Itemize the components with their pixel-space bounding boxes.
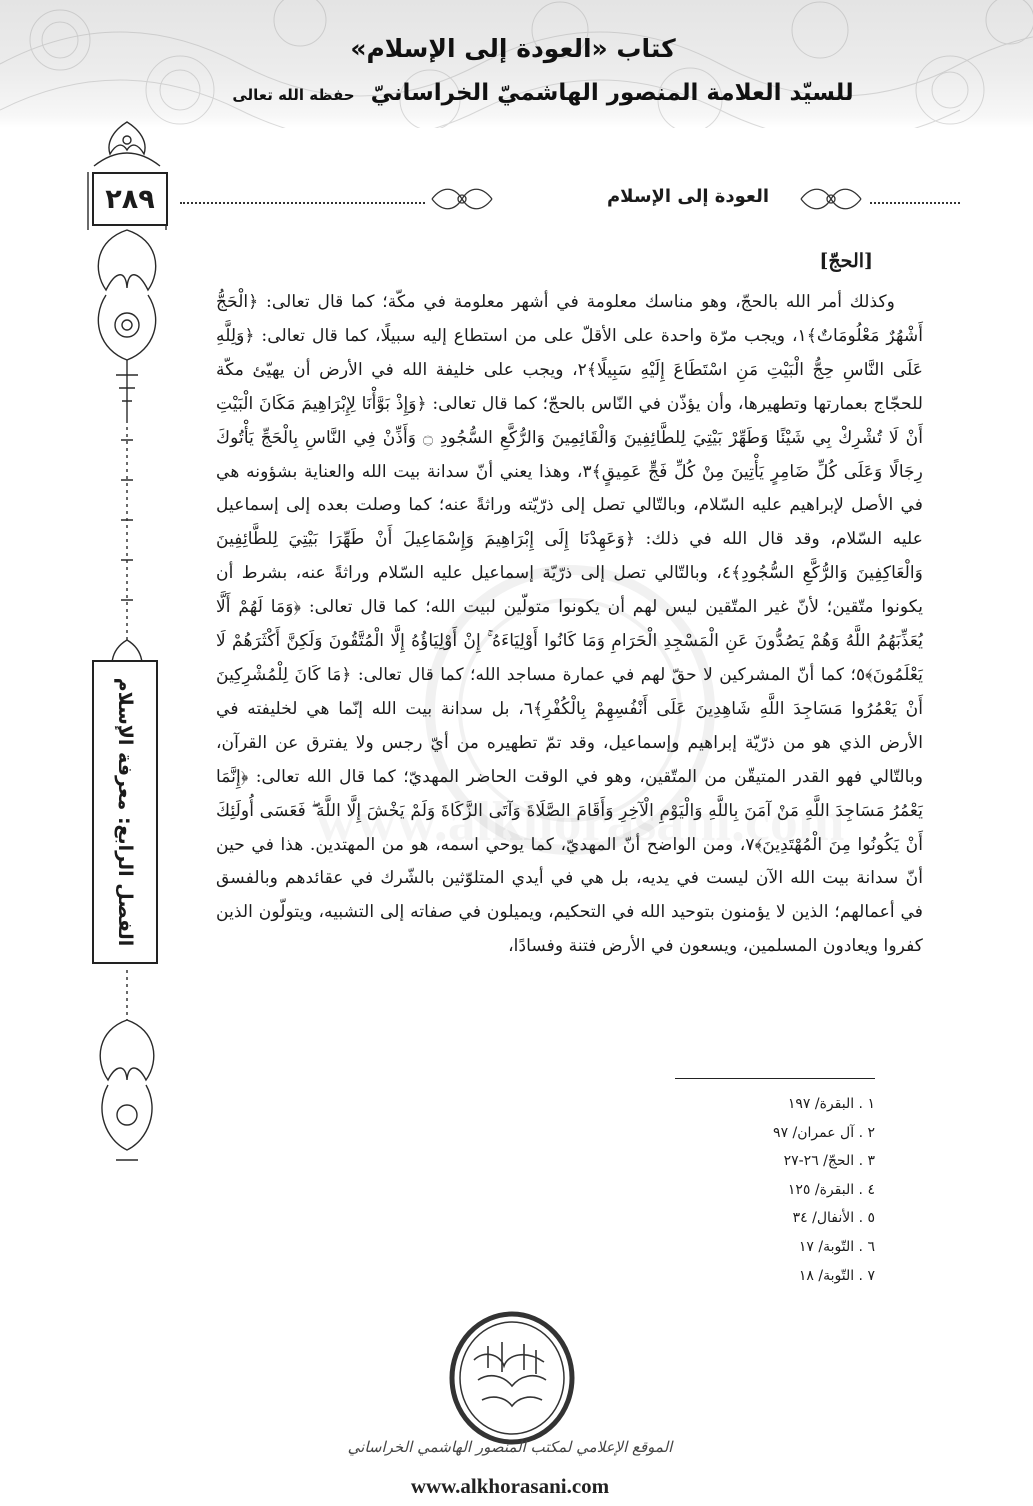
- footnote-item: ١ . البقرة/ ١٩٧: [787, 1096, 875, 1112]
- author-line: [133, 80, 953, 106]
- section-title: [الحجّ]: [819, 250, 873, 272]
- header-pattern-icon: [0, 0, 1033, 128]
- ornament-arabesque-icon: [86, 120, 168, 1170]
- footnote-item: ٦ . التّوبة/ ١٧: [798, 1238, 875, 1255]
- seal-icon: [444, 1310, 580, 1446]
- footnote-item: ٥ . الأنفال/ ٣٤: [792, 1210, 875, 1227]
- book-title: كتاب «العودة إلى الإسلام»: [350, 34, 676, 63]
- site-name-arabic: الموقع الإعلامي لمكتب المنصور الهاشمي الخراساني: [347, 1438, 673, 1456]
- footnote-divider: [675, 1078, 875, 1079]
- header-dotted-rule-right: [870, 202, 960, 204]
- body-paragraph: وكذلك أمر الله بالحجّ، وهو مناسك معلومة في أشهر معلومة في مكّة؛ كما قال تعالى: ﴿الْحَجُّ أَشْهُرٌ مَعْلُومَاتٌ﴾١، ويجب مرّة واحدة على الأقلّ على من استطاع إليه سبيلًا، كما قال تعالى: ﴿وَلِلَّهِ عَلَى النَّاسِ حِجُّ الْبَيْتِ مَنِ اسْتَطَاعَ إِلَيْهِ سَبِيلًا﴾٢، ويجب على خليفة الله في الأرض أن يهيّئ مكّة للحجّاج بعمارتها وتطهيرها، وأن يؤذّن في النّاس بالحجّ؛ كما قال تعالى: ﴿وَإِذْ بَوَّأْنَا لِإِبْرَاهِيمَ مَكَانَ الْبَيْتِ أَنْ لَا تُشْرِكْ بِي شَيْئًا وَطَهِّرْ بَيْتِيَ لِلطَّائِفِينَ وَالْقَائِمِينَ وَالرُّكَّعِ السُّجُودِ ۝ وَأَذِّنْ فِي النَّاسِ بِالْحَجِّ يَأْتُوكَ رِجَالًا وَعَلَى كُلِّ ضَامِرٍ يَأْتِينَ مِنْ كُلِّ فَجٍّ عَمِيقٍ﴾٣، وهذا يعني أنّ سدانة بيت الله والعناية بشؤونه هي في الأصل لإبراهيم عليه السّلام، وبالتّالي تصل إلى ذرّيّته وراثةً عنه؛ كما وصلت بعده إلى إسماعيل عليه السّلام، وقد قال الله في ذلك: ﴿وَعَهِدْنَا إِلَى إِبْرَاهِيمَ وَإِسْمَاعِيلَ أَنْ طَهِّرَا بَيْتِيَ لِلطَّائِفِينَ وَالْعَاكِفِينَ وَالرُّكَّعِ السُّجُودِ﴾٤، وبالتّالي تصل إلى ذرّيّة إسماعيل عليه السّلام وراثةً عنه، بشرط أن يكونوا متّقين؛ لأنّ غير المتّقين ليس لهم أن يكونوا متولّين لبيت الله؛ كما قال تعالى: ﴿وَمَا لَهُمْ أَلَّا يُعَذِّبَهُمُ اللَّهُ وَهُمْ يَصُدُّونَ عَنِ الْمَسْجِدِ الْحَرَامِ وَمَا كَانُوا أَوْلِيَاءَهُ ۚ إِنْ أَوْلِيَاؤُهُ إِلَّا الْمُتَّقُونَ وَلَكِنَّ أَكْثَرَهُمْ لَا يَعْلَمُونَ﴾٥؛ كما أنّ المشركين لا حقّ لهم في عمارة مساجد الله؛ كما قال تعالى: ﴿مَا كَانَ لِلْمُشْرِكِينَ أَنْ يَعْمُرُوا مَسَاجِدَ اللَّهِ شَاهِدِينَ عَلَى أَنْفُسِهِمْ بِالْكُفْرِ﴾٦، بل سدانة بيت الله إنّما هي لخليفته في الأرض الذي هو من ذرّيّة إبراهيم وإسماعيل، وقد تمّ تطهيره من أيّ رجس ولا يفترق عن القرآن، وبالتّالي فهو القدر المتيقّن من المتّقين، وهو في الوقت الحاضر المهديّ؛ كما قال الله تعالى: ﴿إِنَّمَا يَعْمُرُ مَسَاجِدَ اللَّهِ مَنْ آمَنَ بِاللَّهِ وَالْيَوْمِ الْآخِرِ وَأَقَامَ الصَّلَاةَ وَآتَى الزَّكَاةَ وَلَمْ يَخْشَ إِلَّا اللَّهَ ۖ فَعَسَى أُولَئِكَ أَنْ يَكُونُوا مِنَ الْمُهْتَدِينَ﴾٧، ومن الواضح أنّ المهديّ، كما يوحي اسمه، هو من المهتدين. هذا في حين أنّ سدانة بيت الله الآن ليست في يديه، بل هي في أيدي المتلوّثين بالشّرك في عقائدهم وبالفسق في أعمالهم؛ الذين لا يؤمنون بتوحيد الله في التحكيم، ويميلون في صفاته إلى التشبيه، ويتولّون الذين كفروا ويعادون المسلمين، ويسعون في الأرض فتنة وفسادًا،: [216, 292, 924, 957]
- author-name: للسيّد العلامة المنصور الهاشميّ الخراسانيّ: [370, 80, 854, 106]
- author-honorific: حفظه الله تعالى: [232, 86, 355, 104]
- footnotes-list: [575, 1090, 875, 1290]
- footnote-item: ٢ . آل عمران/ ٩٧: [773, 1124, 875, 1141]
- top-header-band: [0, 0, 1033, 128]
- chapter-label-box: [92, 660, 158, 964]
- footnote-item: ٤ . البقرة/ ١٢٥: [787, 1181, 875, 1198]
- page-number: ٢٨٩: [92, 172, 168, 226]
- running-header-title: العودة إلى الإسلام: [606, 186, 770, 207]
- site-url[interactable]: www.alkhorasani.com: [410, 1474, 610, 1498]
- ornament-arabesque-icon: [430, 184, 494, 214]
- main-text: [216, 286, 923, 964]
- footnote-item: ٧ . التّوبة/ ١٨: [798, 1267, 875, 1284]
- chapter-label: الفصل الرابع: معرفة الإسلام: [114, 677, 136, 947]
- ornament-arabesque-icon: [799, 184, 863, 214]
- running-header: [180, 178, 960, 218]
- footnote-item: ٣ . الحجّ/ ٢٦-٢٧: [783, 1153, 875, 1170]
- header-dotted-rule-left: [180, 202, 425, 204]
